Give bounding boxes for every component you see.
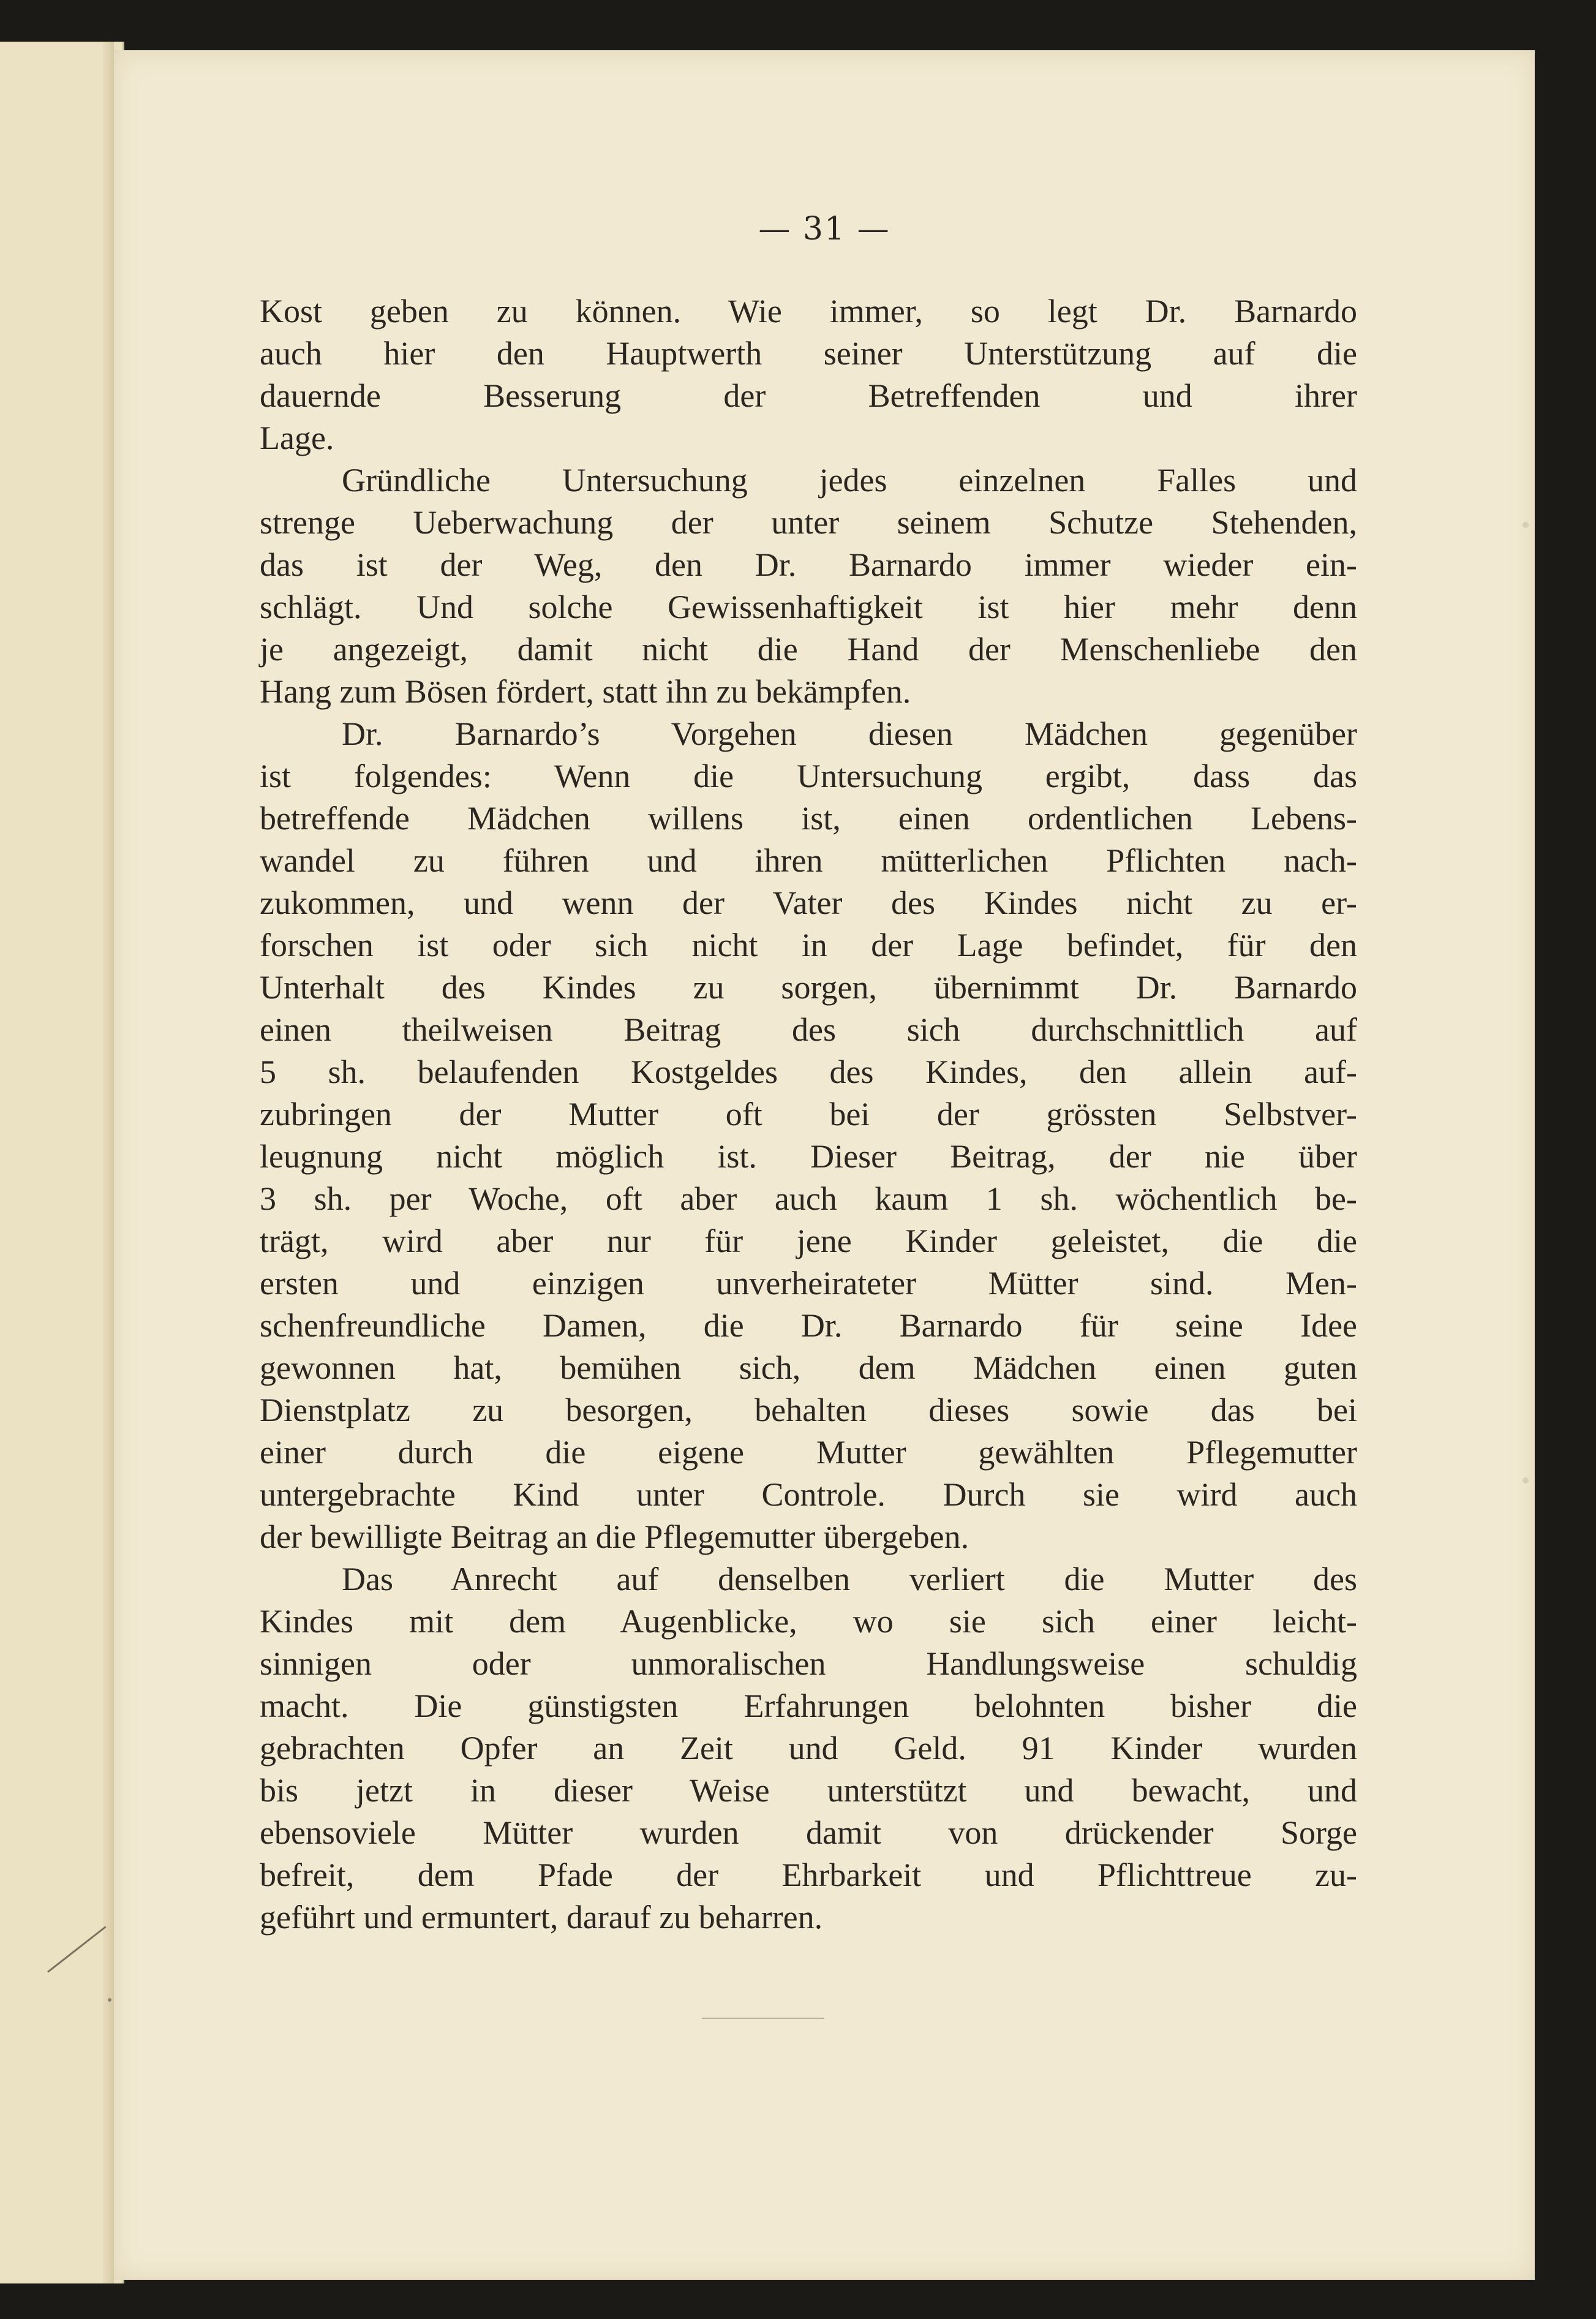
text-line: Dr. Barnardo’s Vorgehen diesen Mädchen gegenüber <box>342 715 1357 752</box>
book-page <box>114 50 1535 2280</box>
text-line: bis jetzt in dieser Weise unterstützt und bewacht, und <box>260 1772 1357 1809</box>
text-line: Kindes mit dem Augenblicke, wo sie sich einer leicht- <box>260 1603 1357 1640</box>
paper-spot <box>1523 522 1529 528</box>
text-line: 3 sh. per Woche, oft aber auch kaum 1 sh. wöchentlich be- <box>260 1180 1357 1217</box>
paragraph <box>260 713 1357 1558</box>
text-line: dauernde Besserung der Betreffenden und ihrer <box>260 377 1357 414</box>
text-line: ebensoviele Mütter wurden damit von drückender Sorge <box>260 1814 1357 1851</box>
text-line: trägt, wird aber nur für jene Kinder geleistet, die die <box>260 1223 1357 1259</box>
text-line: 5 sh. belaufenden Kostgeldes des Kindes, den allein auf- <box>260 1054 1357 1090</box>
text-line: gebrachten Opfer an Zeit und Geld. 91 Kinder wurden <box>260 1730 1357 1767</box>
text-line: schenfreundliche Damen, die Dr. Barnardo für seine Idee <box>260 1307 1357 1344</box>
text-line: je angezeigt, damit nicht die Hand der Menschenliebe den <box>260 631 1357 668</box>
text-line: Kost geben zu können. Wie immer, so legt Dr. Barnardo <box>260 293 1357 330</box>
paper-spot <box>1523 1477 1529 1484</box>
text-line: Lage. <box>260 420 334 456</box>
text-line: Hang zum Bösen fördert, statt ihn zu bekämpfen. <box>260 673 911 710</box>
text-line: zubringen der Mutter oft bei der grössten Selbstver- <box>260 1096 1357 1133</box>
text-line: wandel zu führen und ihren mütterlichen Pflichten nach- <box>260 842 1357 879</box>
text-line: das ist der Weg, den Dr. Barnardo immer wieder ein- <box>260 546 1357 583</box>
text-line: betreffende Mädchen willens ist, einen ordentlichen Lebens- <box>260 800 1357 837</box>
paragraph <box>260 290 1357 459</box>
page-gutter-shadow <box>103 42 114 2283</box>
text-line: zukommen, und wenn der Vater des Kindes nicht zu er- <box>260 884 1357 921</box>
text-line: strenge Ueberwachung der unter seinem Schutze Stehenden, <box>260 504 1357 541</box>
text-line: auch hier den Hauptwerth seiner Unterstützung auf die <box>260 335 1357 372</box>
text-line: einen theilweisen Beitrag des sich durchschnittlich auf <box>260 1011 1357 1048</box>
text-line: Gründliche Untersuchung jedes einzelnen Falles und <box>342 462 1357 499</box>
text-line: ist folgendes: Wenn die Untersuchung ergibt, dass das <box>260 758 1357 794</box>
text-line: geführt und ermuntert, darauf zu beharren. <box>260 1899 823 1936</box>
text-line: ersten und einzigen unverheirateter Mütter sind. Men- <box>260 1265 1357 1302</box>
body-text <box>260 290 1357 1939</box>
end-rule <box>702 2018 824 2019</box>
text-line: Das Anrecht auf denselben verliert die Mutter des <box>342 1561 1357 1597</box>
text-line: einer durch die eigene Mutter gewählten Pflegemutter <box>260 1434 1357 1471</box>
text-line: Dienstplatz zu besorgen, behalten dieses sowie das bei <box>260 1392 1357 1428</box>
text-line: Unterhalt des Kindes zu sorgen, übernimmt Dr. Barnardo <box>260 969 1357 1006</box>
paragraph <box>260 459 1357 713</box>
text-line: gewonnen hat, bemühen sich, dem Mädchen einen guten <box>260 1349 1357 1386</box>
text-line: leugnung nicht möglich ist. Dieser Beitrag, der nie über <box>260 1138 1357 1175</box>
text-line: forschen ist oder sich nicht in der Lage befindet, für den <box>260 927 1357 963</box>
text-line: der bewilligte Beitrag an die Pflegemutter übergeben. <box>260 1518 969 1555</box>
paper-speck <box>108 1998 111 2002</box>
text-line: schlägt. Und solche Gewissenhaftigkeit ist hier mehr denn <box>260 589 1357 625</box>
text-line: sinnigen oder unmoralischen Handlungsweise schuldig <box>260 1645 1357 1682</box>
text-line: untergebrachte Kind unter Controle. Durch sie wird auch <box>260 1476 1357 1513</box>
text-line: befreit, dem Pfade der Ehrbarkeit und Pflichttreue zu- <box>260 1857 1357 1893</box>
text-line: macht. Die günstigsten Erfahrungen belohnten bisher die <box>260 1687 1357 1724</box>
paragraph <box>260 1558 1357 1939</box>
page-number: — 31 — <box>758 211 890 247</box>
